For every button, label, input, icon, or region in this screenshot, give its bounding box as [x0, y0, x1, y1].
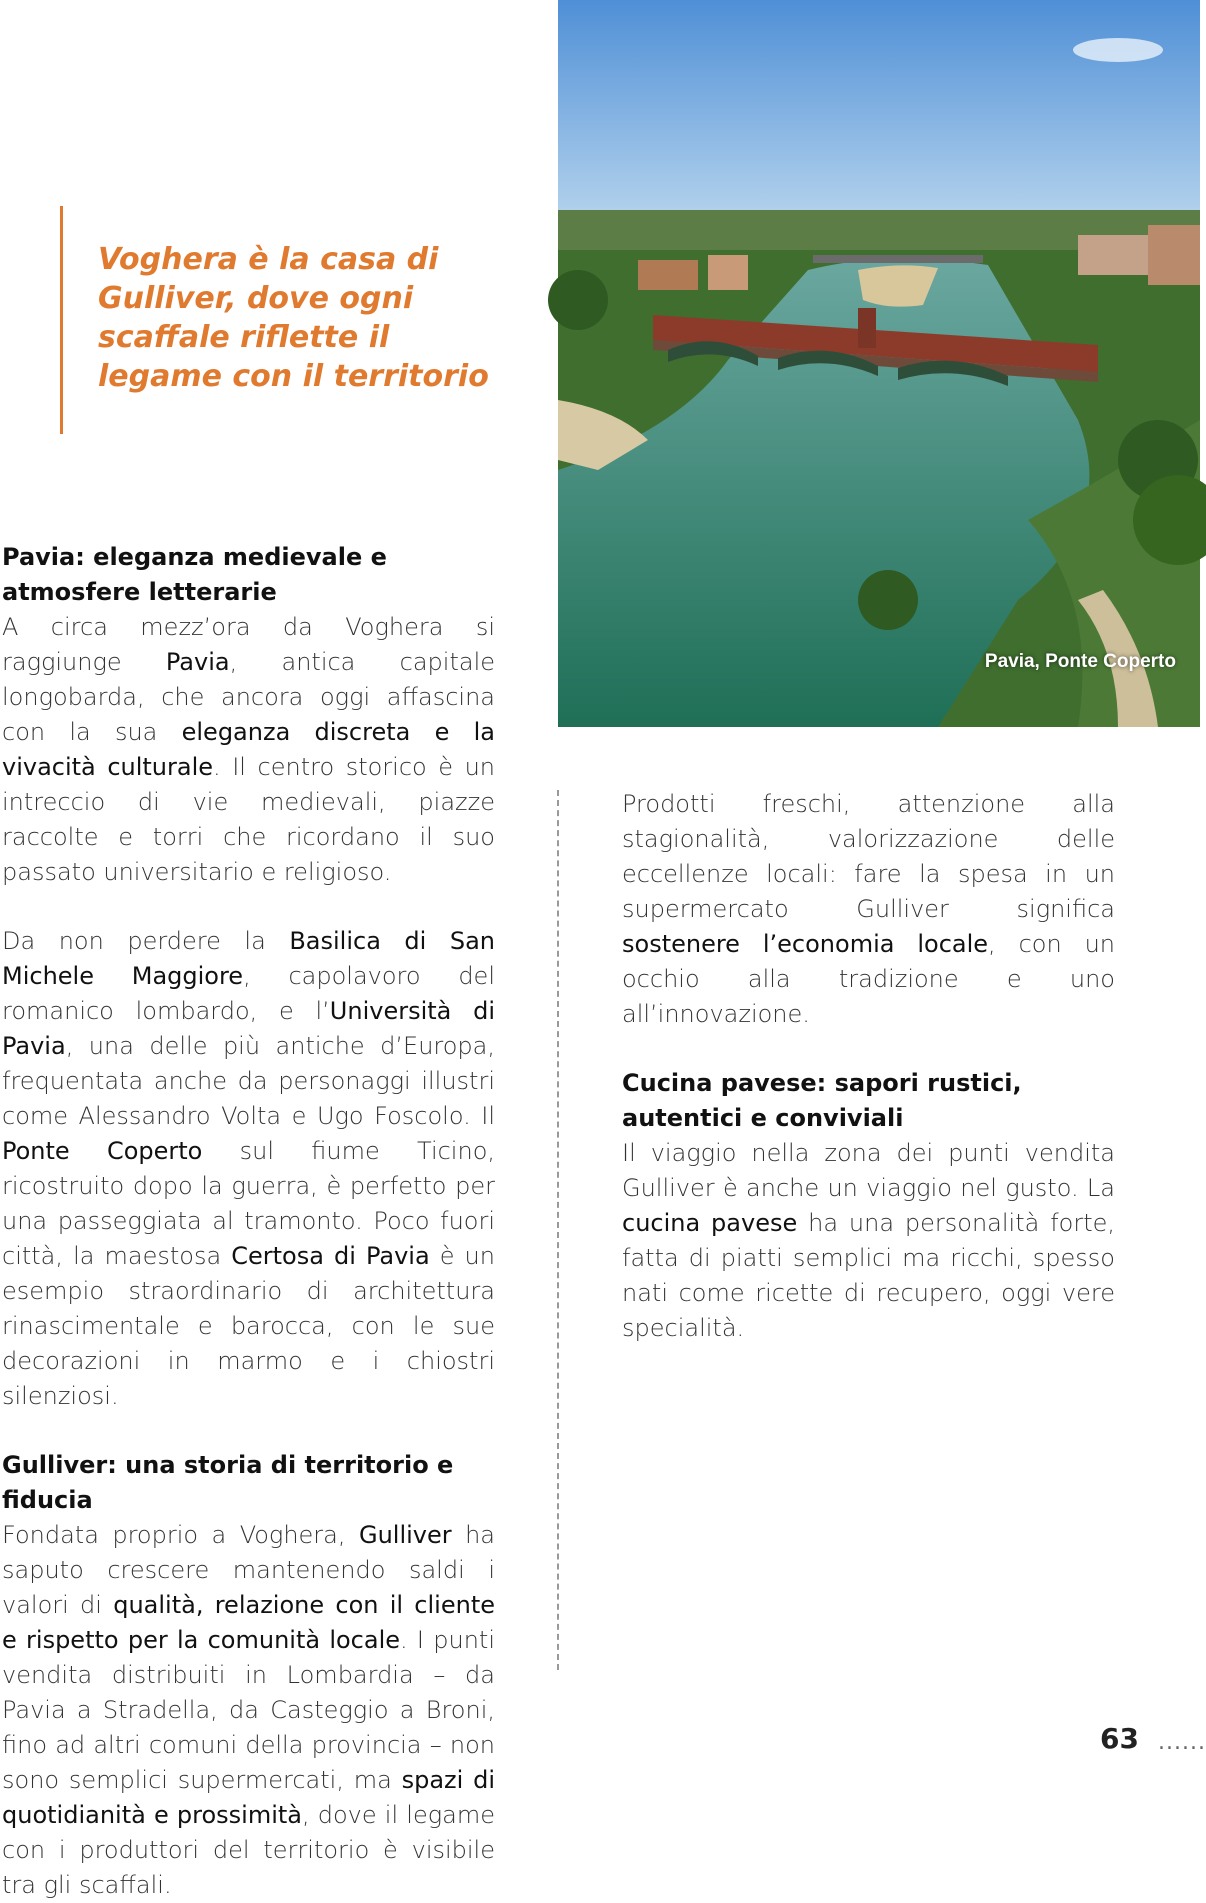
paragraph-pavia-intro: A circa mezz’ora da Voghera si raggiunge Pavia, antica capitale longobarda, che ancora oggi affascina con la sua eleganza discreta e la vivacità culturale. Il centro storico è un intreccio di vie medievali, piazze raccolte e torri che ricordano il suo passato universitario e religioso. [2, 613, 496, 886]
page-dots: ...... [1158, 1730, 1206, 1755]
column-divider [557, 790, 559, 1670]
river-bridge-illustration [558, 0, 1200, 727]
paragraph-cucina: Il viaggio nella zona dei punti vendita Gulliver è anche un viaggio nel gusto. La cucina pavese ha una personalità forte, fatta di piatti semplici ma ricchi, spesso nati come ricette di recupero, oggi vere specialità. [622, 1139, 1116, 1342]
page-number: 63 [1100, 1722, 1139, 1755]
paragraph-gulliver-products: Prodotti freschi, attenzione alla stagionalità, valorizzazione delle eccellenze locali: fare la spesa in un supermercato Gulliver significa sostenere l’economia locale, con un occhio alla tradizione e uno all’innovazione. [622, 790, 1115, 1028]
heading-pavia: Pavia: eleganza medievale e atmosfere letterarie [2, 543, 387, 606]
paragraph-pavia-sights: Da non perdere la Basilica di San Michele Maggiore, capolavoro del romanico lombardo, e l’Università di Pavia, una delle più antiche d’Europa, frequentata anche da personaggi illustri come Alessandro Volta e Ugo Foscolo. Il Ponte Coperto sul fiume Ticino, ricostruito dopo la guerra, è perfetto per una passeggiata al tramonto. Poco fuori città, la maestosa Certosa di Pavia è un esempio straordinario di architettura rinascimentale e barocca, con le sue decorazioni in marmo e i chiostri silenziosi. [2, 927, 495, 1410]
photo-ponte-coperto [558, 0, 1200, 727]
photo-caption: Pavia, Ponte Coperto [984, 651, 1176, 672]
right-column [622, 787, 1115, 1380]
left-column [2, 540, 495, 1903]
quote-accent-bar [60, 206, 63, 434]
paragraph-gulliver-values: Fondata proprio a Voghera, Gulliver ha saputo crescere mantenendo saldi i valori di qualità, relazione con il cliente e rispetto per la comunità locale. I punti vendita distribuiti in Lombardia – da Pavia a Stradella, da Casteggio a Broni, fino ad altri comuni della provincia – non sono semplici supermercati, ma spazi di quotidianità e prossimità, dove il legame con i produttori del territorio è visibile tra gli scaffali. [2, 1521, 495, 1899]
pull-quote: Voghera è la casa di Gulliver, dove ogni scaffale riflette il legame con il territorio [98, 242, 489, 394]
heading-cucina: Cucina pavese: sapori rustici, autentici e conviviali [622, 1069, 1022, 1132]
heading-gulliver: Gulliver: una storia di territorio e fiducia [2, 1451, 454, 1514]
